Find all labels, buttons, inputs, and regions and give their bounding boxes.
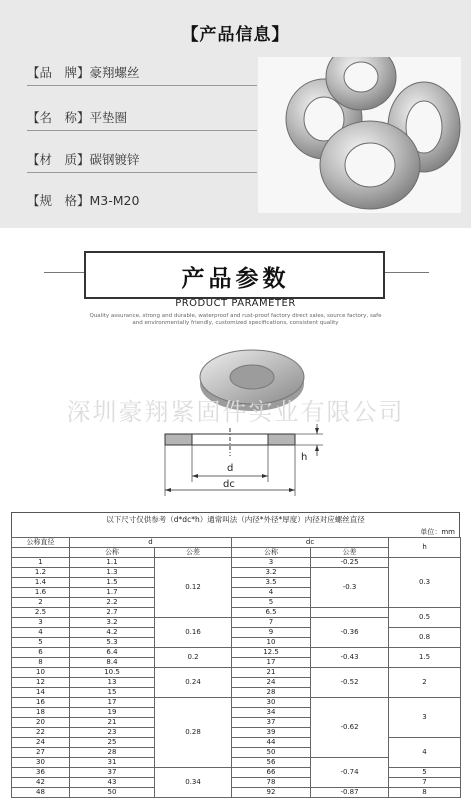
- nominal-diameter-cell: 22: [12, 728, 70, 738]
- d-nominal-cell: 8.4: [70, 658, 155, 668]
- divider: [27, 172, 257, 173]
- dc-tolerance-cell: [311, 608, 389, 618]
- table-row: [12, 558, 461, 568]
- d-nominal-cell: 28: [70, 748, 155, 758]
- dc-nominal-cell: 3.2: [232, 568, 311, 578]
- nominal-diameter-cell: 1.4: [12, 578, 70, 588]
- d-nominal-cell: 1.5: [70, 578, 155, 588]
- parameter-tagline-1: Quality assurance, strong and durable, waterproof and rust-proof factory direct sales, source factory, safe: [89, 313, 382, 319]
- d-tolerance-cell: 0.2: [155, 648, 232, 668]
- label-d: d: [227, 463, 234, 474]
- product-info-section: [0, 0, 471, 228]
- d-tolerance-cell: 0.12: [155, 558, 232, 618]
- nominal-diameter-cell: 12: [12, 678, 70, 688]
- table-row: [12, 768, 461, 778]
- d-nominal-cell: 21: [70, 718, 155, 728]
- dc-nominal-cell: 21: [232, 668, 311, 678]
- nominal-diameter-cell: 1.6: [12, 588, 70, 598]
- d-nominal-cell: 2.2: [70, 598, 155, 608]
- table-unit: 单位：mm: [11, 527, 460, 537]
- d-nominal-cell: 13: [70, 678, 155, 688]
- d-tolerance-cell: 0.28: [155, 698, 232, 768]
- divider: [27, 85, 257, 86]
- dc-nominal-cell: 12.5: [232, 648, 311, 658]
- dc-tolerance-cell: -0.87: [311, 788, 389, 798]
- d-nominal-cell: 17: [70, 698, 155, 708]
- nominal-diameter-cell: 36: [12, 768, 70, 778]
- info-value: 碳钢镀锌: [89, 152, 140, 167]
- dc-tolerance-cell: -0.43: [311, 648, 389, 668]
- table-row: [12, 608, 461, 618]
- header-d-tolerance: 公差: [155, 548, 232, 558]
- table-body: [12, 558, 461, 798]
- header-dc-tolerance: 公差: [311, 548, 389, 558]
- d-nominal-cell: 4.2: [70, 628, 155, 638]
- dc-nominal-cell: 50: [232, 748, 311, 758]
- nominal-diameter-cell: 10: [12, 668, 70, 678]
- h-cell: 4: [389, 738, 461, 768]
- dc-nominal-cell: 17: [232, 658, 311, 668]
- parameter-tagline-2: and environmentally friendly, customized specifications, consistent quality: [132, 320, 339, 326]
- nominal-diameter-cell: 1: [12, 558, 70, 568]
- d-nominal-cell: 1.7: [70, 588, 155, 598]
- d-nominal-cell: 1.1: [70, 558, 155, 568]
- d-nominal-cell: 37: [70, 768, 155, 778]
- h-cell: 2: [389, 668, 461, 698]
- dc-nominal-cell: 39: [232, 728, 311, 738]
- dc-tolerance-cell: -0.36: [311, 618, 389, 648]
- nominal-diameter-cell: 14: [12, 688, 70, 698]
- size-table: [11, 537, 461, 798]
- h-cell: 7: [389, 778, 461, 788]
- h-cell: 8: [389, 788, 461, 798]
- dc-nominal-cell: 7: [232, 618, 311, 628]
- h-cell: 0.8: [389, 628, 461, 648]
- d-nominal-cell: 43: [70, 778, 155, 788]
- d-nominal-cell: 50: [70, 788, 155, 798]
- dc-nominal-cell: 78: [232, 778, 311, 788]
- header-d: d: [70, 538, 232, 548]
- nominal-diameter-cell: 1.2: [12, 568, 70, 578]
- d-nominal-cell: 23: [70, 728, 155, 738]
- info-label: 【品 牌】: [27, 65, 90, 80]
- d-tolerance-cell: 0.24: [155, 668, 232, 698]
- info-row-name: [27, 108, 257, 126]
- nominal-diameter-cell: 48: [12, 788, 70, 798]
- dc-nominal-cell: 5: [232, 598, 311, 608]
- parameter-title: 产品参数: [181, 266, 290, 292]
- info-row-spec: [27, 191, 257, 209]
- d-nominal-cell: 6.4: [70, 648, 155, 658]
- washer-cross-section-diagram: [155, 420, 330, 500]
- dc-nominal-cell: 24: [232, 678, 311, 688]
- nominal-diameter-cell: 4: [12, 628, 70, 638]
- d-nominal-cell: 2.7: [70, 608, 155, 618]
- nominal-diameter-cell: 27: [12, 748, 70, 758]
- nominal-diameter-cell: 18: [12, 708, 70, 718]
- dc-nominal-cell: 30: [232, 698, 311, 708]
- washer-product-photo: [258, 57, 461, 213]
- info-value: M3-M20: [89, 193, 140, 208]
- info-value: 平垫圈: [89, 110, 128, 125]
- header-d-nominal: 公称: [70, 548, 155, 558]
- d-tolerance-cell: 0.34: [155, 768, 232, 798]
- dc-nominal-cell: 3.5: [232, 578, 311, 588]
- dc-tolerance-cell: -0.74: [311, 758, 389, 788]
- h-cell: 0.5: [389, 608, 461, 628]
- header-dc-nominal: 公称: [232, 548, 311, 558]
- product-info-title: 【产品信息】: [181, 25, 290, 45]
- header-blank: [12, 548, 70, 558]
- dc-nominal-cell: 92: [232, 788, 311, 798]
- table-row: [12, 778, 461, 788]
- h-cell: 3: [389, 698, 461, 738]
- d-nominal-cell: 15: [70, 688, 155, 698]
- nominal-diameter-cell: 8: [12, 658, 70, 668]
- header-nominal-diameter: 公称直径: [12, 538, 70, 548]
- dc-nominal-cell: 10: [232, 638, 311, 648]
- h-cell: 5: [389, 768, 461, 778]
- d-nominal-cell: 3.2: [70, 618, 155, 628]
- nominal-diameter-cell: 3: [12, 618, 70, 628]
- label-dc: dc: [223, 479, 235, 490]
- d-nominal-cell: 10.5: [70, 668, 155, 678]
- table-row: [12, 788, 461, 798]
- size-table-section: [11, 512, 460, 798]
- watermark-text: 深圳豪翔紧固件实业有限公司: [66, 398, 405, 426]
- d-nominal-cell: 25: [70, 738, 155, 748]
- nominal-diameter-cell: 42: [12, 778, 70, 788]
- d-nominal-cell: 1.3: [70, 568, 155, 578]
- dc-nominal-cell: 9: [232, 628, 311, 638]
- table-row: [12, 698, 461, 708]
- d-nominal-cell: 31: [70, 758, 155, 768]
- info-row-material: [27, 150, 257, 168]
- dc-nominal-cell: 56: [232, 758, 311, 768]
- nominal-diameter-cell: 6: [12, 648, 70, 658]
- dc-nominal-cell: 28: [232, 688, 311, 698]
- dc-nominal-cell: 3: [232, 558, 311, 568]
- label-h: h: [301, 452, 308, 463]
- info-value: 豪翔螺丝: [89, 65, 140, 80]
- info-label: 【材 质】: [27, 152, 90, 167]
- dc-nominal-cell: 34: [232, 708, 311, 718]
- table-row: [12, 738, 461, 748]
- parameter-subtitle: PRODUCT PARAMETER: [175, 298, 296, 309]
- h-cell: 0.3: [389, 558, 461, 608]
- h-cell: 1.5: [389, 648, 461, 668]
- dc-nominal-cell: 37: [232, 718, 311, 728]
- dc-nominal-cell: 6.5: [232, 608, 311, 618]
- nominal-diameter-cell: 16: [12, 698, 70, 708]
- nominal-diameter-cell: 2: [12, 598, 70, 608]
- dc-tolerance-cell: -0.52: [311, 668, 389, 698]
- dc-nominal-cell: 66: [232, 768, 311, 778]
- d-nominal-cell: 19: [70, 708, 155, 718]
- nominal-diameter-cell: 20: [12, 718, 70, 728]
- table-row: [12, 648, 461, 658]
- info-label: 【名 称】: [27, 110, 90, 125]
- nominal-diameter-cell: 5: [12, 638, 70, 648]
- d-nominal-cell: 5.3: [70, 638, 155, 648]
- table-caption: 以下尺寸仅供参考（d*dc*h）通常叫法（内径*外径*厚度）内径对应螺丝直径: [11, 512, 460, 527]
- header-dc: dc: [232, 538, 389, 548]
- nominal-diameter-cell: 2.5: [12, 608, 70, 618]
- table-row: [12, 668, 461, 678]
- header-h: h: [389, 538, 461, 558]
- info-label: 【规 格】: [27, 193, 90, 208]
- dc-tolerance-cell: -0.3: [311, 568, 389, 608]
- info-row-brand: [27, 63, 257, 81]
- dc-nominal-cell: 44: [232, 738, 311, 748]
- d-tolerance-cell: 0.16: [155, 618, 232, 648]
- dc-tolerance-cell: -0.62: [311, 698, 389, 758]
- nominal-diameter-cell: 30: [12, 758, 70, 768]
- dc-tolerance-cell: -0.25: [311, 558, 389, 568]
- table-row: [12, 628, 461, 638]
- nominal-diameter-cell: 24: [12, 738, 70, 748]
- divider: [27, 130, 257, 131]
- dc-nominal-cell: 4: [232, 588, 311, 598]
